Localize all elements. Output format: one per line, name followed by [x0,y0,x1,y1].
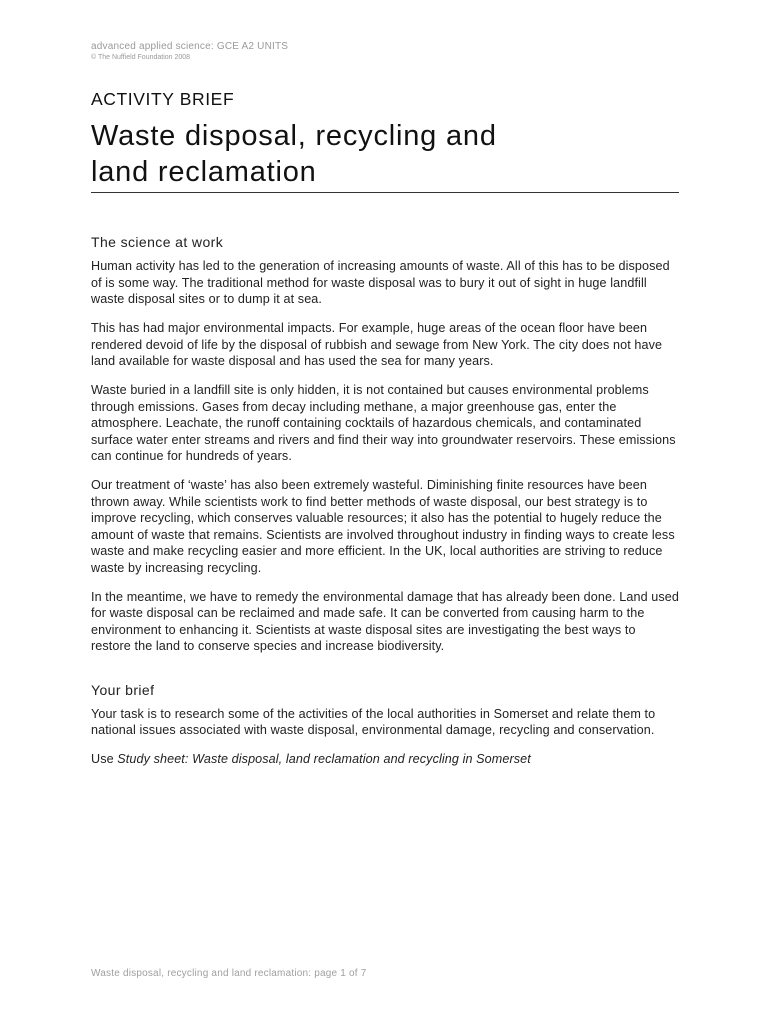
paragraph: Human activity has led to the generation of increasing amounts of waste. All of this has to be disposed of is some way. The traditional method for waste disposal was to bury it out of sight in huge landfill waste disposal sites or to dump it at sea. [91,259,670,306]
section-heading-science: The science at work [91,234,224,250]
paragraph: Your task is to research some of the activities of the local authorities in Somerset and relate them to national issues associated with waste disposal, environmental damage, recycling and conservation. [91,706,656,738]
paragraph: This has had major environmental impacts. For example, huge areas of the ocean floor have been rendered devoid of life by the disposal of rubbish and sewage from New York. The city does not have land available for waste disposal and has used the sea for many years. [91,321,663,369]
page-title: Waste disposal, recycling and land reclamation [91,118,679,193]
copyright-line: © The Nuffield Foundation 2008 [91,54,191,61]
document-page [91,40,679,781]
paragraph: In the meantime, we have to remedy the environmental damage that has already been done. Land used for waste disposal can be reclaimed and made safe. It can be converted from causing harm to the environment to enhancing it. Scientists at waste disposal sites are investigating the best ways to restore the land to conserve species and increase biodiversity. [91,589,679,654]
page-footer: Waste disposal, recycling and land reclamation: page 1 of 7 [91,968,367,979]
paragraph: Our treatment of ‘waste’ has also been extremely wasteful. Diminishing finite resources have been thrown away. While scientists work to find better methods of waste disposal, our best strategy is to improve recycling, which conserves valuable resources; it also has the potential to hugely reduce the amount of waste that remains. Scientists are involved throughout industry in finding ways to create less waste and make recycling easier and more efficient. In the UK, local authorities are striving to reduce waste by increasing recycling. [91,478,675,575]
study-sheet-reference: Study sheet: Waste disposal, land reclamation and recycling in Somerset [117,752,531,767]
use-reference-line [91,751,679,768]
paragraph: Waste buried in a landfill site is only hidden, it is not contained but causes environmental problems through emissions. Gases from decay including methane, a major greenhouse gas, enter the atmosphere. Leachate, the runoff containing cocktails of hazardous chemicals, and contaminated surface water enter streams and rivers and find their way into groundwater reservoirs. These emissions can continue for hundreds of years. [91,383,676,464]
course-header: advanced applied science: GCE A2 UNITS [91,41,289,52]
brief-label: ACTIVITY BRIEF [91,89,235,109]
use-prefix: Use [91,752,118,767]
section-heading-brief: Your brief [91,681,155,698]
